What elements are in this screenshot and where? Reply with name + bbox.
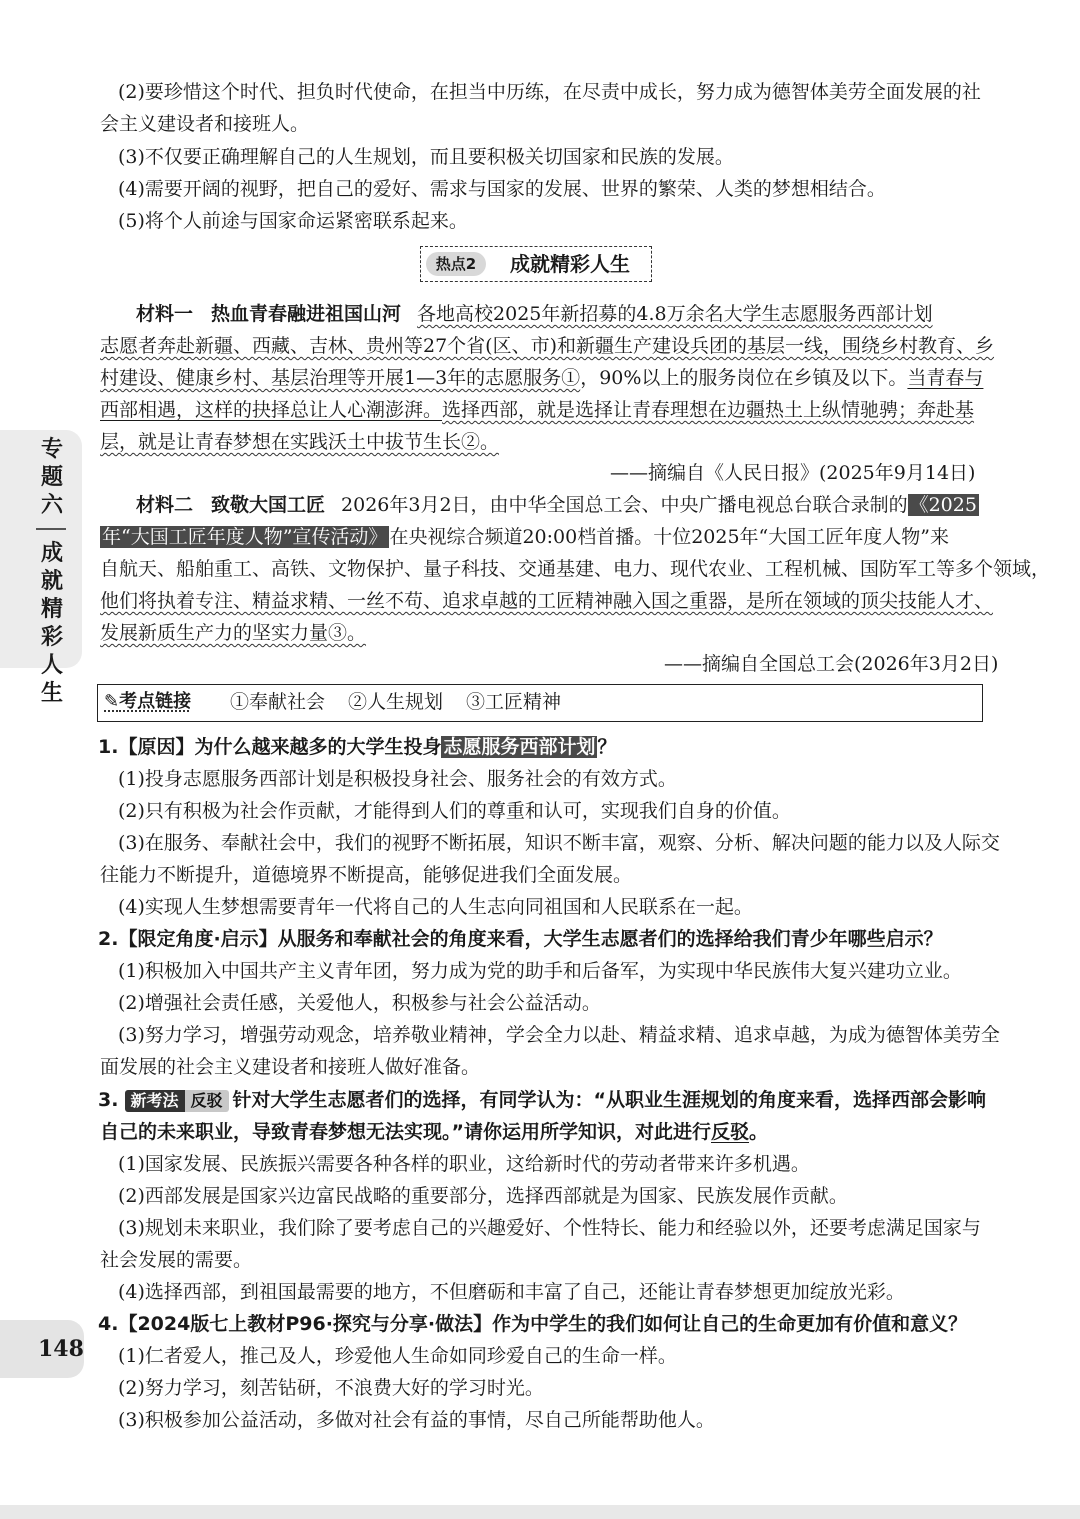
material1-line: 志愿者奔赴新疆、西藏、吉林、贵州等27个省(区、市)和新疆生产建设兵团的基层一线，围绕乡村教育、乡 <box>100 335 995 357</box>
answer-line: (2)西部发展是国家兴边富民战略的重要部分，选择西部就是为国家、民族发展作贡献。 <box>118 1185 848 1207</box>
answer-line: (1)国家发展、民族振兴需要各种各样的职业，这给新时代的劳动者带来许多机遇。 <box>118 1153 810 1175</box>
material2-title: 致敬大国工匠 <box>211 494 326 516</box>
answer-line: 社会发展的需要。 <box>100 1249 253 1271</box>
material1-text: 当青春与 <box>907 367 984 389</box>
side-divider <box>36 528 66 530</box>
question-type-tag: 反驳 <box>185 1090 229 1112</box>
answer-line: (2)增强社会责任感，关爱他人，积极参与社会公益活动。 <box>118 992 601 1014</box>
material1-line: 层，就是让青春梦想在实践沃土中拔节生长②。 <box>100 431 500 453</box>
exam-link-item: ③工匠精神 <box>466 691 562 713</box>
question-1-text: 【原因】为什么越来越多的大学生投身 <box>118 736 442 758</box>
material1-text: 西部相遇，这样的抉择总让人心潮澎湃。 <box>100 399 443 421</box>
question-3-keyword: 反驳 <box>711 1121 750 1143</box>
material2-line <box>100 525 949 549</box>
question-3-text: 针对大学生志愿者们的选择，有同学认为：“从职业生涯规划的角度来看，选择西部会影响 <box>232 1089 987 1111</box>
hot-point-title: 成就精彩人生 <box>510 252 630 276</box>
answer-line: (2)努力学习，刻苦钻研，不浪费大好的学习时光。 <box>118 1377 544 1399</box>
chapter-number: 专 题 六 <box>40 437 63 518</box>
answer-line: (4)选择西部，到祖国最需要的地方，不但磨砺和丰富了自己，还能让青春梦想更加绽放光彩。 <box>118 1281 905 1303</box>
material2-line: 自航天、船舶重工、高铁、文物保护、量子科技、交通基建、电力、现代农业、工程机械、国防军工等多个领域， <box>100 558 1051 580</box>
answer-line: (3)积极参加公益活动，多做对社会有益的事情，尽自己所能帮助他人。 <box>118 1409 715 1431</box>
top-item: 会主义建设者和接班人。 <box>100 113 310 135</box>
answer-line: 面发展的社会主义建设者和接班人做好准备。 <box>100 1056 481 1078</box>
answer-line: (1)积极加入中国共产主义青年团，努力成为党的助手和后备军，为实现中华民族伟大复兴建功立业。 <box>118 960 962 982</box>
answer-line: (3)规划未来职业，我们除了要考虑自己的兴趣爱好、个性特长、能力和经验以外，还要考虑满足国家与 <box>118 1217 981 1239</box>
material1-line <box>100 366 983 390</box>
question-4-text: 【2024版七上教材P96·探究与分享·做法】作为中学生的我们如何让自己的生命更加有价值和意义？ <box>118 1313 968 1335</box>
exam-link-item: ②人生规划 <box>348 691 444 713</box>
material1-title: 热血青春融进祖国山河 <box>211 303 402 325</box>
material1-label: 材料一 <box>136 303 194 325</box>
question-2-text: 【限定角度·启示】从服务和奉献社会的角度来看，大学生志愿者们的选择给我们青少年哪些启示？ <box>118 928 943 950</box>
answer-line: (2)只有积极为社会作贡献，才能得到人们的尊重和认可，实现我们自身的价值。 <box>118 800 791 822</box>
material2-line: 他们将执着专注、精益求精、一丝不苟、追求卓越的工匠精神融入国之重器，是所在领域的顶尖技能人才、 <box>100 590 994 612</box>
top-item: (4)需要开阔的视野，把自己的爱好、需求与国家的发展、世界的繁荣、人类的梦想相结合。 <box>118 178 886 200</box>
page-number: 148 <box>38 1336 84 1362</box>
material1-text: ，90%以上的服务岗位在乡镇及以下。 <box>580 367 908 389</box>
material1-source: ——摘编自《人民日报》(2025年9月14日) <box>610 462 976 484</box>
answer-line: (3)在服务、奉献社会中，我们的视野不断拓展，知识不断丰富，观察、分析、解决问题的能力以及人际交 <box>118 832 1000 854</box>
question-1-highlight: 志愿服务西部计划 <box>443 736 596 758</box>
material2-line <box>136 493 979 517</box>
top-item: (2)要珍惜这个时代、担负时代使命，在担当中历练，在尽责中成长，努力成为德智体美劳全面发展的社 <box>118 81 981 103</box>
question-4: 4.【2024版七上教材P96·探究与分享·做法】作为中学生的我们如何让自己的生命更加有价值和意义？ <box>98 1313 968 1335</box>
material1-line <box>100 398 974 422</box>
material1-line <box>136 302 933 326</box>
material2-line: 发展新质生产力的坚实力量③。 <box>100 622 367 644</box>
material1-text: 村建设、健康乡村、基层治理等开展1—3年的志愿服务① <box>100 367 581 389</box>
question-3-line: 自己的未来职业，导致青春梦想无法实现。”请你运用所学知识，对此进行反驳。 <box>100 1121 769 1143</box>
answer-line: 往能力不断提升，道德境界不断提高，能够促进我们全面发展。 <box>100 864 633 886</box>
answer-line: (4)实现人生梦想需要青年一代将自己的人生志向同祖国和人民联系在一起。 <box>118 896 753 918</box>
bottom-band <box>0 1505 1080 1519</box>
answer-line: (1)投身志愿服务西部计划是积极投身社会、服务社会的有效方式。 <box>118 768 677 790</box>
exam-link-item: ①奉献社会 <box>230 691 326 713</box>
material2-highlight: 年“大国工匠年度人物”宣传活动》 <box>102 526 388 548</box>
answer-line: (3)努力学习，增强劳动观念，培养敬业精神，学会全力以赴、精益求精、追求卓越，为成为德智体美劳全 <box>118 1024 1000 1046</box>
material2-text: 2026年3月2日，由中华全国总工会、中央广播电视总台联合录制的 <box>341 494 908 516</box>
exam-link-label: ✎考点链接 <box>104 691 192 712</box>
top-item: (5)将个人前途与国家命运紧密联系起来。 <box>118 210 468 232</box>
answer-line: (1)仁者爱人，推己及人，珍爱他人生命如同珍爱自己的生命一样。 <box>118 1345 677 1367</box>
question-2: 2.【限定角度·启示】从服务和奉献社会的角度来看，大学生志愿者们的选择给我们青少年哪些启示？ <box>98 928 943 950</box>
top-item: (3)不仅要正确理解自己的人生规划，而且要积极关切国家和民族的发展。 <box>118 146 734 168</box>
material2-text: 在央视综合频道20:00档首播。十位2025年“大国工匠年度人物”来 <box>389 526 949 548</box>
material1-text: 选择西部，就是选择让青春理想在边疆热土上纵情驰骋；奔赴基 <box>442 399 975 421</box>
material2-label: 材料二 <box>136 494 194 516</box>
new-method-tag: 新考法 <box>125 1090 185 1112</box>
material2-source: ——摘编自全国总工会(2026年3月2日) <box>664 653 999 675</box>
question-3: 3. 新考法 反驳 针对大学生志愿者们的选择，有同学认为：“从职业生涯规划的角度来看，选择西部会影响 <box>98 1089 987 1111</box>
hot-point-tag: 热点2 <box>426 252 486 276</box>
question-1: 1.【原因】为什么越来越多的大学生投身 志愿服务西部计划 ？ <box>98 736 617 758</box>
material2-highlight: 《2025 <box>909 494 977 516</box>
material1-text: 各地高校2025年新招募的4.8万余名大学生志愿服务西部计划 <box>417 303 933 325</box>
chapter-title: 成 就 精 彩 人 生 <box>40 541 63 706</box>
